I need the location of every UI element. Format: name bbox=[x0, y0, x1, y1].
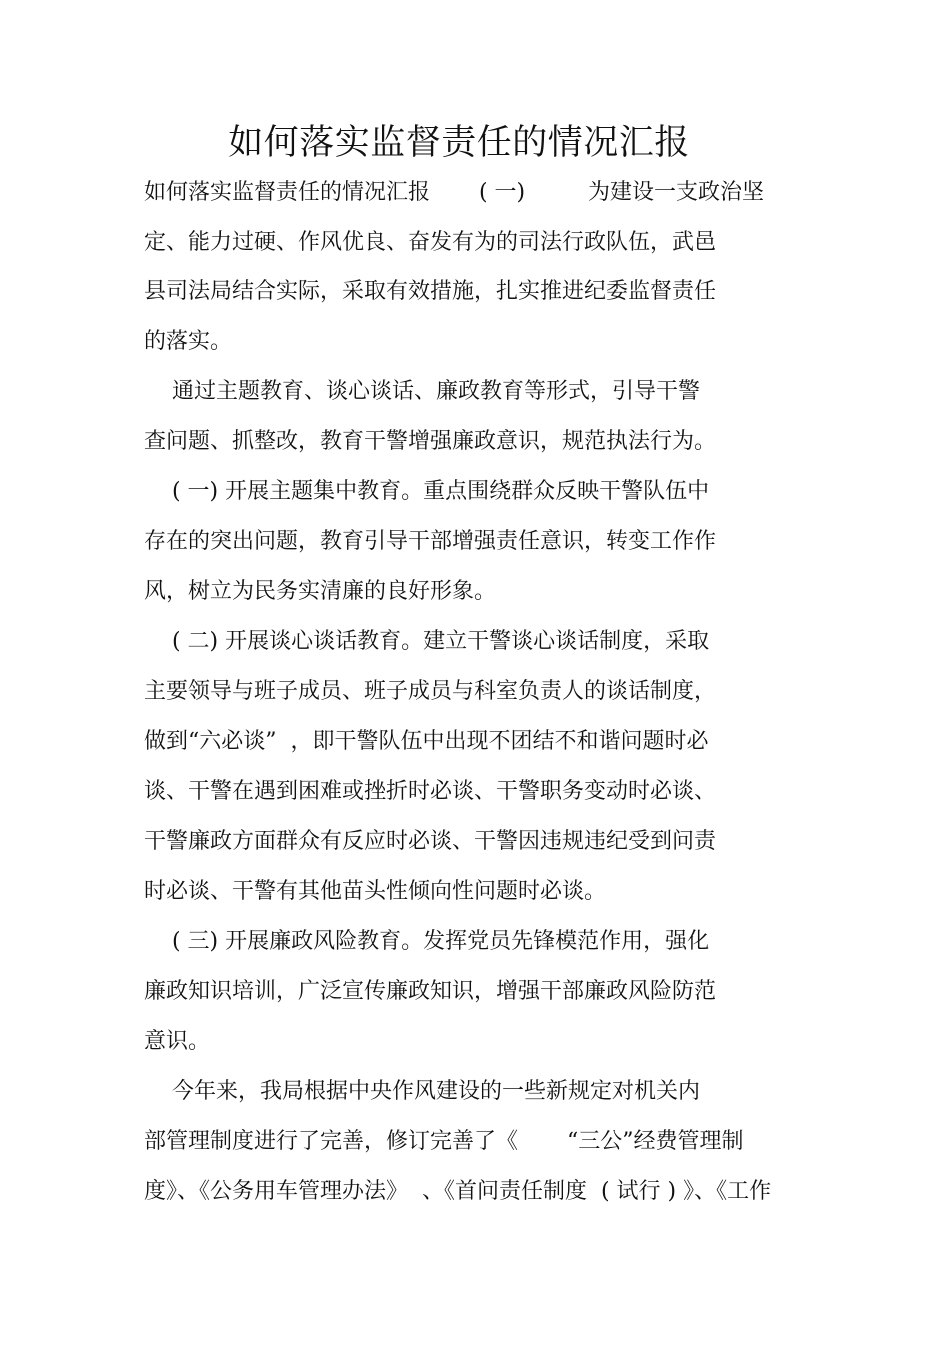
body-line: 时必谈、干警有其他苗头性倾向性问题时必谈。 bbox=[144, 879, 607, 904]
body-line: 廉政知识培训，广泛宣传廉政知识，增强干部廉政风险防范 bbox=[144, 979, 717, 1004]
body-line: 今年来，我局根据中央作风建设的一些新规定对机关内 bbox=[144, 1079, 700, 1104]
body-line: ( 三) 开展廉政风险教育。发挥党员先锋模范作用，强化 bbox=[144, 929, 710, 954]
body-line: 存在的突出问题，教育引导干部增强责任意识，转变工作作 bbox=[144, 529, 717, 554]
body-line: 做到“六必谈” ，即干警队伍中出现不团结不和谐问题时必 bbox=[144, 729, 709, 754]
document-title: 如何落实监督责任的情况汇报 bbox=[228, 123, 690, 163]
body-line: 谈、干警在遇到困难或挫折时必谈、干警职务变动时必谈、 bbox=[144, 779, 717, 804]
body-line: 的落实。 bbox=[144, 329, 233, 354]
body-line: ( 一) 开展主题集中教育。重点围绕群众反映干警队伍中 bbox=[144, 479, 710, 504]
body-line: 定、能力过硬、作风优良、奋发有为的司法行政队伍，武邑 bbox=[144, 230, 717, 255]
body-line: 干警廉政方面群众有反应时必谈、干警因违规违纪受到问责 bbox=[144, 829, 717, 854]
body-line: ( 二) 开展谈心谈话教育。建立干警谈心谈话制度，采取 bbox=[144, 629, 710, 654]
body-line: 查问题、抓整改，教育干警增强廉政意识，规范执法行为。 bbox=[144, 429, 717, 454]
body-line: 风，树立为民务实清廉的良好形象。 bbox=[144, 579, 497, 604]
body-line: 通过主题教育、谈心谈话、廉政教育等形式，引导干警 bbox=[144, 379, 700, 404]
body-line: 县司法局结合实际，采取有效措施，扎实推进纪委监督责任 bbox=[144, 279, 717, 304]
body-line: 度》、《公务用车管理办法》 、《首问责任制度 ( 试行 ) 》、《工作 bbox=[144, 1179, 772, 1204]
body-line: 意识。 bbox=[144, 1029, 211, 1054]
body-line: 部管理制度进行了完善，修订完善了《 “三公”经费管理制 bbox=[144, 1129, 744, 1154]
body-line: 主要领导与班子成员、班子成员与科室负责人的谈话制度， bbox=[144, 679, 717, 704]
body-line: 如何落实监督责任的情况汇报 ( 一) 为建设一支政治坚 bbox=[144, 180, 765, 205]
